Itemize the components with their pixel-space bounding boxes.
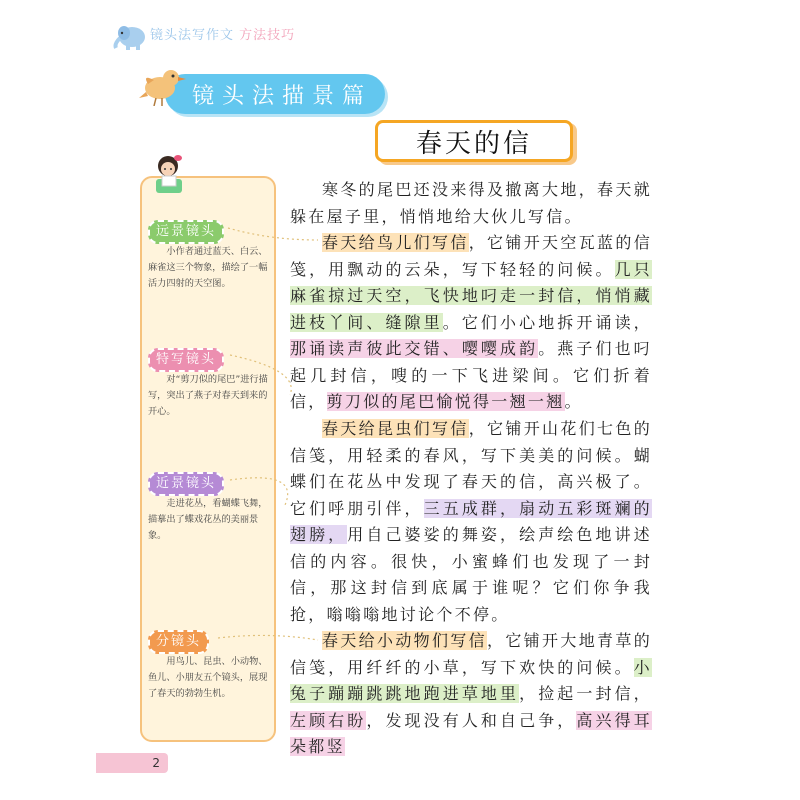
- series-title: 镜头法写作文 方法技巧: [150, 28, 296, 43]
- note-label-near: 近景镜头: [148, 472, 224, 496]
- note-label-split: 分镜头: [148, 630, 209, 654]
- note-text-distant: 小作者通过蓝天、白云、麻雀这三个物象，描绘了一幅活力四射的天空图。: [148, 246, 268, 289]
- paragraph-4: 春天给小动物们写信，它铺开大地青草的信笺，用纤纤的小草，写下欢快的问候。小兔子蹦蹦跳跳地跑进草地里，捡起一封信，左顾右盼，发现没有人和自己争，高兴得耳朵都竖: [290, 631, 652, 756]
- leader-line-closeup: [230, 355, 291, 395]
- page-number: 2: [96, 753, 168, 773]
- paragraph-2: 春天给鸟儿们写信，它铺开天空瓦蓝的信笺，用飘动的云朵，写下轻轻的问候。几只麻雀掠过天空，飞快地叼走一封信，悄悄藏进枝丫间、缝隙里。它们小心地拆开诵读，那诵读声彼此交错、嘤嘤成韵。燕子们也叼起几封信，嗖的一下飞进梁间。它们折着信，剪刀似的尾巴愉悦得一翘一翘。: [290, 233, 652, 411]
- paragraph-3: 春天给昆虫们写信，它铺开山花们七色的信笺，用轻柔的春风，写下美美的问候。蝴蝶们在花丛中发现了春天的信，高兴极了。它们呼朋引伴，三五成群，扇动五彩斑斓的翅膀，用自己婆娑的舞姿，绘声绘色地讲述信的内容。很快，小蜜蜂们也发现了一封信，那这封信到底属于谁呢？它们你争我抢，嗡嗡嗡地讨论个不停。: [290, 419, 652, 624]
- note-text-near: 走进花丛，看蝴蝶飞舞，描摹出了蝶戏花丛的美丽景象。: [148, 498, 268, 541]
- note-label-closeup: 特写镜头: [148, 348, 224, 372]
- leader-line-near: [230, 478, 288, 505]
- article-title: 春天的信: [375, 120, 573, 162]
- paragraph-1: 寒冬的尾巴还没来得及撤离大地，春天就躲在屋子里，悄悄地给大伙儿写信。: [290, 180, 652, 226]
- section-banner: 镜头法描景篇: [165, 74, 385, 114]
- note-text-closeup: 对“剪刀似的尾巴”进行描写，突出了燕子对春天到来的开心。: [148, 374, 268, 417]
- note-text-split: 用鸟儿、昆虫、小动物、鱼儿、小朋友五个镜头，展现了春天的勃勃生机。: [148, 656, 268, 699]
- note-label-distant: 远景镜头: [148, 220, 224, 244]
